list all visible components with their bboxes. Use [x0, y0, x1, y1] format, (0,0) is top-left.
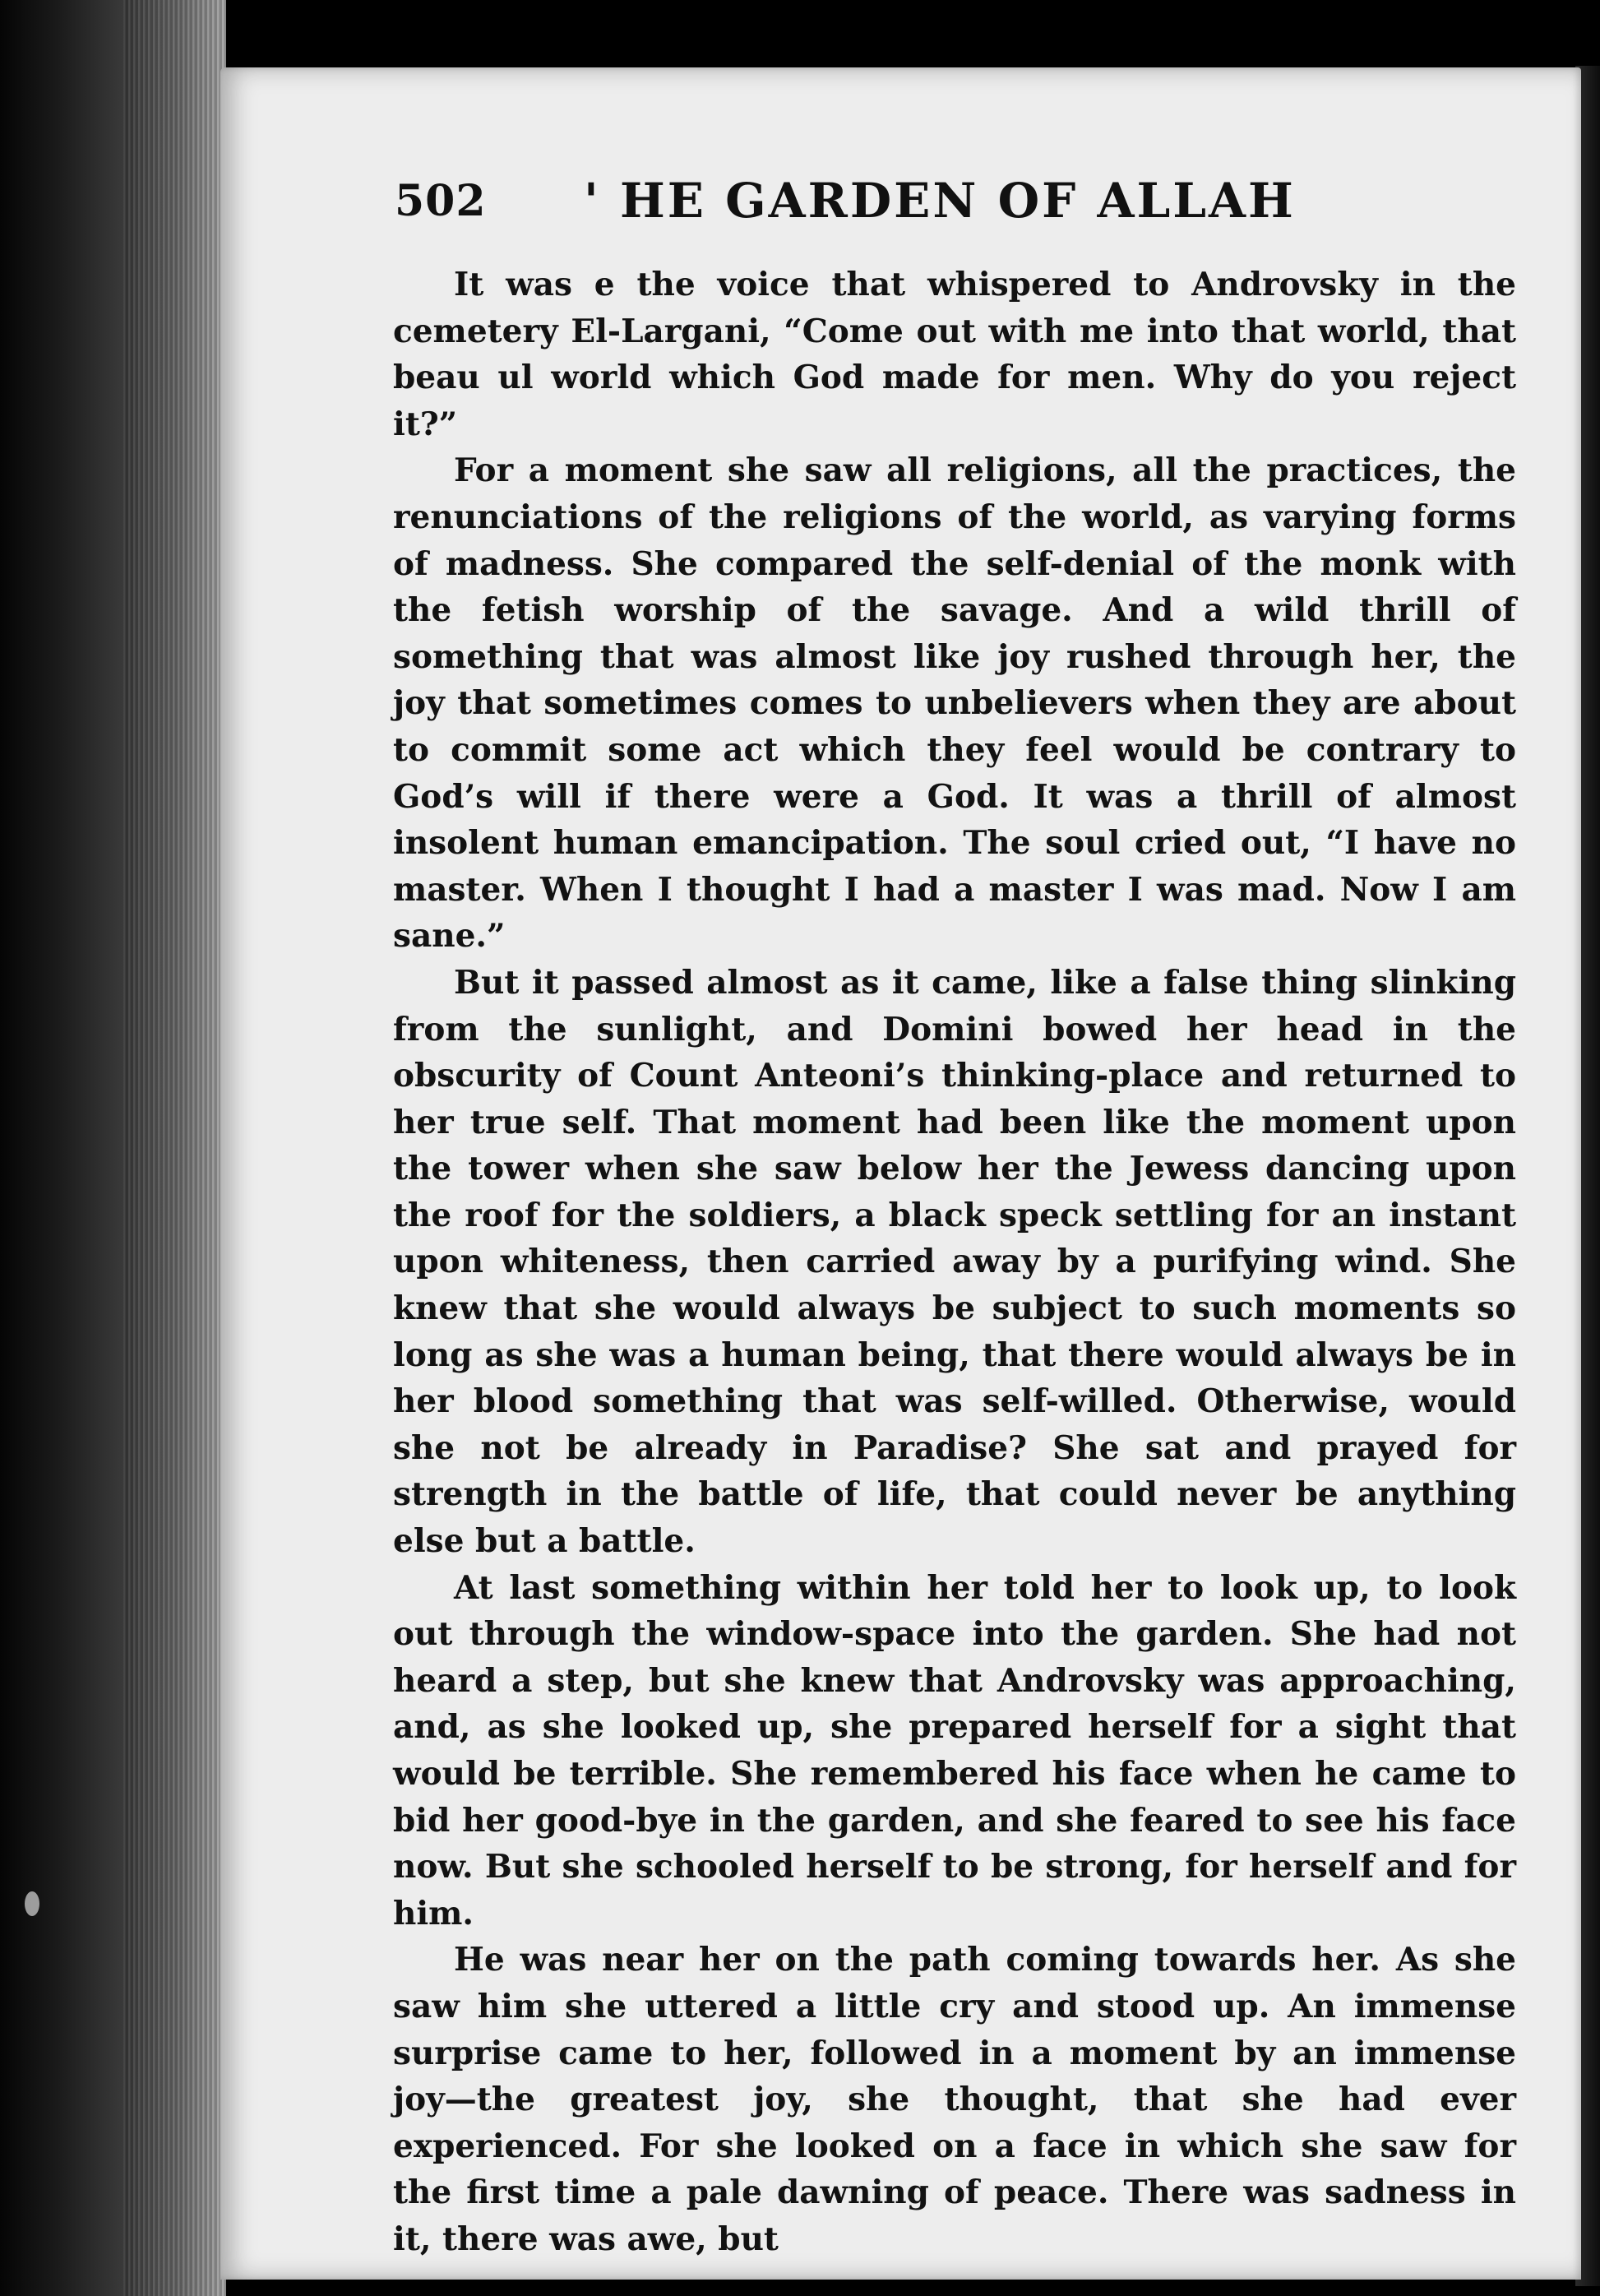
body-text: [393, 262, 1516, 2263]
paragraph: For a moment she saw all religions, all the practices, the renunciations of the religions of the world, as varying forms of madness. She compared the self-denial of the monk with the fetish worship of the savage. And a wild thrill of something that was almost like joy rushed through her, the joy that sometimes comes to unbelievers when they are about to commit some act which they feel would be contrary to God’s will if there were a God. It was a thrill of almost insolent human emancipation. The soul cried out, “I have no master. When I thought I had a master I was mad. Now I am sane.”: [393, 451, 1516, 956]
running-head: [395, 164, 1546, 238]
page-number: 502: [395, 176, 487, 226]
paragraph: He was near her on the path coming towards her. As she saw him she uttered a little cry and stood up. An immense surprise came to her, followed in a moment by an immense joy—the greatest joy, she thought, that she had ever experienced. For she looked on a face in which she saw for the first time a pale dawning of peace. There was sadness in it, there was awe, but: [393, 1941, 1516, 2258]
paragraph: But it passed almost as it came, like a false thing slinking from the sunlight, and Domini bowed her head in the obscurity of Count Anteoni’s thinking-place and returned to her true self. That moment had been like the moment upon the tower when she saw below her the Jewess dancing upon the roof for the soldiers, a black speck settling for an instant upon whiteness, then carried away by a purifying wind. She knew that she would always be subject to such moments so long as she was a human being, that there would always be in her blood something that was self-willed. Otherwise, would she not be already in Paradise? She sat and prayed for strength in the battle of life, that could never be anything else but a battle.: [393, 963, 1516, 1561]
paragraph: At last something within her told her to look up, to look out through the window-space into the garden. She had not heard a step, but she knew that Androvsky was approaching, and, as she looked up, she prepared herself for a sight that would be terrible. She remembered his face when he came to bid her good-bye in the garden, and she feared to see his face now. But she schooled herself to be strong, for herself and for him.: [393, 1568, 1516, 1933]
scan-artifact: [25, 1891, 39, 1916]
paragraph: It was e the voice that whispered to Androvsky in the cemetery El-Largani, “Come out with me into that world, that beau ul world which God made for men. Why do you reject it?”: [393, 266, 1516, 443]
page-stack-edges: [123, 0, 226, 2296]
running-title: ' HE GARDEN OF ALLAH: [584, 173, 1296, 229]
